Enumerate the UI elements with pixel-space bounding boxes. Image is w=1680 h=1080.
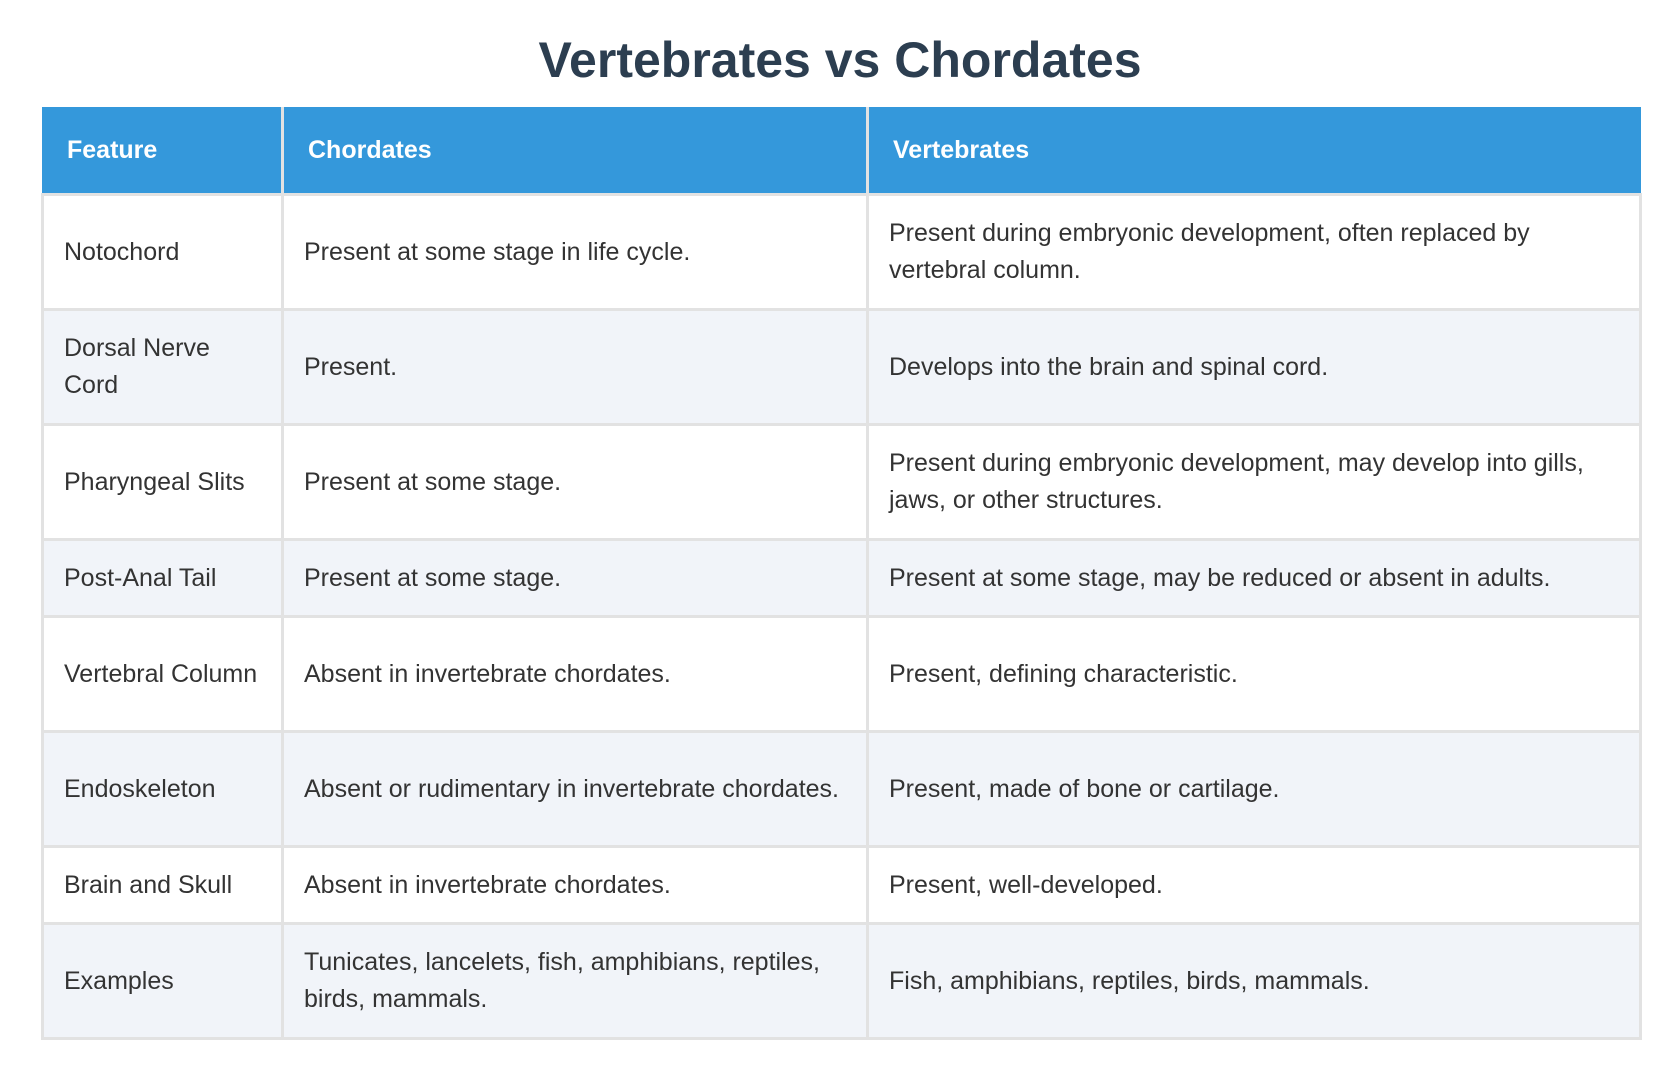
feature-cell: Dorsal Nerve Cord [43,310,283,425]
header-vertebrates: Vertebrates [868,107,1641,195]
vertebrates-cell: Present, well-developed. [868,847,1641,924]
vertebrates-cell: Present, made of bone or cartilage. [868,732,1641,847]
table-row [43,195,1641,310]
vertebrates-cell: Present at some stage, may be reduced or absent in adults. [868,540,1641,617]
vertebrates-cell: Present during embryonic development, often replaced by vertebral column. [868,195,1641,310]
table-row [43,310,1641,425]
table-row [43,540,1641,617]
chordates-cell: Absent in invertebrate chordates. [283,617,868,732]
page-title: Vertebrates vs Chordates [538,32,1142,88]
chordates-cell: Absent in invertebrate chordates. [283,847,868,924]
table-header [43,107,1641,195]
feature-cell: Pharyngeal Slits [43,425,283,540]
feature-cell: Post-Anal Tail [43,540,283,617]
table-body [43,195,1641,1039]
table-row [43,847,1641,924]
table-row [43,617,1641,732]
table-row [43,425,1641,540]
chordates-cell: Present at some stage. [283,540,868,617]
feature-cell: Examples [43,924,283,1039]
chordates-cell: Tunicates, lancelets, fish, amphibians, reptiles, birds, mammals. [283,924,868,1039]
vertebrates-cell: Present, defining characteristic. [868,617,1641,732]
vertebrates-cell: Present during embryonic development, may develop into gills, jaws, or other structures. [868,425,1641,540]
feature-cell: Vertebral Column [43,617,283,732]
feature-cell: Endoskeleton [43,732,283,847]
table-row [43,924,1641,1039]
table-row [43,732,1641,847]
feature-cell: Notochord [43,195,283,310]
vertebrates-cell: Develops into the brain and spinal cord. [868,310,1641,425]
chordates-cell: Present at some stage. [283,425,868,540]
header-row [43,107,1641,195]
vertebrates-cell: Fish, amphibians, reptiles, birds, mammals. [868,924,1641,1039]
chordates-cell: Absent or rudimentary in invertebrate chordates. [283,732,868,847]
chordates-cell: Present. [283,310,868,425]
header-feature: Feature [43,107,283,195]
chordates-cell: Present at some stage in life cycle. [283,195,868,310]
header-chordates: Chordates [283,107,868,195]
comparison-table [41,107,1642,1040]
feature-cell: Brain and Skull [43,847,283,924]
